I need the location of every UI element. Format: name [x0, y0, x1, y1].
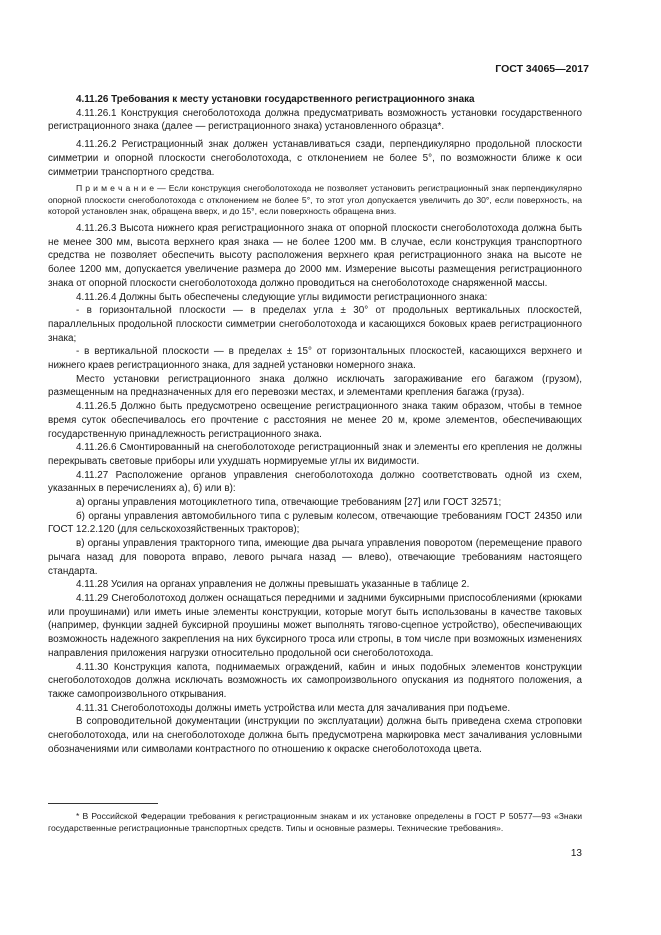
list-item-a: а) органы управления мотоциклетного типа, отвечающие требованиям [27] или ГОСТ 32571; [76, 497, 502, 509]
paragraph-4-11-27: 4.11.27 Расположение органов управления снегоболотохода должно соответствовать одной из схем, указанных в перечислениях а), б) или в): [48, 469, 582, 495]
list-item-vertical: - в вертикальной плоскости — в пределах ± 15° от горизонтальных плоскостей, касающихся верхнего и нижнего краев регистрационного знака, для задней установки номерного знака. [48, 346, 582, 372]
list-item-horizontal: - в горизонтальной плоскости — в пределах угла ± 30° от продольных вертикальных плоскостей, параллельных продольной плоскости симметрии снегоболотохода и касающихся боковых краев регистрационного знака; [48, 305, 582, 344]
footnote-text: * В Российской Федерации требования к регистрационным знакам и их установке определены в ГОСТ Р 50577—93 «Знаки государственные регистрационные транспортных средств. Типы и основные размеры. Технические требования». [48, 811, 582, 833]
paragraph-4-11-30: 4.11.30 Конструкция капота, поднимаемых ограждений, кабин и иных подобных элементов конструкции снегоболотоходов должна исключать возможность их самопроизвольного опускания из поднятого положения, а также самопроизвольного открывания. [48, 661, 582, 700]
paragraph-4-11-31: 4.11.31 Снегоболотоходы должны иметь устройства или места для зачаливания при подъеме. [76, 702, 511, 714]
note-text: — Если конструкция снегоболотохода не позволяет установить регистрационный знак перпендикулярно опорной плоскости снегоболотохода с отклонением не более 5°, то этот угол допускается увеличить до 30°, если поверхность, на которой установлен знак, обращена вверх, и до 15°, если поверхность обращена вниз. [48, 183, 582, 217]
paragraph-4-11-26-6: 4.11.26.6 Смонтированный на снегоболотоходе регистрационный знак и элементы его крепления не должны перекрывать световые приборы или ухудшать нормируемые углы их видимости. [48, 442, 582, 467]
section-title: 4.11.26 Требования к месту установки государственного регистрационного знака [76, 94, 475, 105]
paragraph-slinging: В сопроводительной документации (инструкции по эксплуатации) должна быть приведена схема строповки снегоболотохода, или на снегоболотоходе должна быть предусмотрена маркировка мест зачаливания условными обозначениями или символами контрастного по отношению к окраске снегоболотохода цвета. [48, 716, 582, 755]
paragraph-4-11-26-1: 4.11.26.1 Конструкция снегоболотохода должна предусматривать возможность установки государственного регистрационного знака (далее — регистрационного знака) установленного образца*. [48, 107, 582, 133]
paragraph-4-11-29: 4.11.29 Снегоболотоход должен оснащаться передними и задними буксирными приспособлениями (крюками или проушинами) или иметь иные элементы конструкции, которые могут быть использованы в качестве таковых (например, функции задней буксирной проушины может выполнять тягово-сцепное устройство), обеспечивающих возможность надежного закрепления на них буксирного троса или стропы, в том числе при возможных изменениях направления приложения нагрузки относительно продольной оси снегоболотохода. [48, 592, 582, 659]
note-label: П р и м е ч а н и е [76, 183, 154, 194]
paragraph-placement: Место установки регистрационного знака должно исключать загораживание его багажом (грузом), размещенным на предназначенных для его перевозки местах, и элементами крепления багажа (груза). [48, 373, 582, 399]
note [48, 183, 582, 218]
footnote [48, 811, 582, 834]
list-item-c: в) органы управления тракторного типа, имеющие два рычага управления поворотом (перемещение правого рычага назад для поворота вправо, левого рычага назад — влево), отвечающие требованиям настоящего стандарта. [48, 538, 582, 577]
main-text [48, 93, 582, 756]
page-number: 13 [570, 848, 582, 859]
paragraph-4-11-26-3: 4.11.26.3 Высота нижнего края регистрационного знака от опорной плоскости снегоболотохода должна быть не менее 300 мм, высота верхнего края знака — не более 1200 мм. В случае, если конструкция транспортного средства не позволяет обеспечить высоту расположения верхнего края регистрационного знака на высоте не более 1200 мм, допускается увеличение размера до 2000 мм. Измерение высоты размещения регистрационного знака от опорной плоскости снегоболотохода должно проводиться на снегоболотоходе снаряженной массы. [48, 223, 582, 289]
footnote-divider [48, 803, 158, 804]
paragraph-4-11-26-2: 4.11.26.2 Регистрационный знак должен устанавливаться сзади, перпендикулярно продольной плоскости симметрии и опорной плоскости снегоболотохода, с отклонением не более 5°, по возможности ближе к оси симметрии транспортного средства. [48, 139, 582, 178]
paragraph-4-11-26-5: 4.11.26.5 Должно быть предусмотрено освещение регистрационного знака таким образом, чтобы в темное время суток обеспечивалось его прочтение с расстояния не менее 20 м, кроме элементов, обеспечивающих государственную принадлежность регистрационного знака. [48, 401, 582, 440]
document-code-header: ГОСТ 34065—2017 [495, 63, 589, 75]
paragraph-4-11-28: 4.11.28 Усилия на органах управления не должны превышать указанные в таблице 2. [76, 579, 470, 591]
paragraph-4-11-26-4: 4.11.26.4 Должны быть обеспечены следующие углы видимости регистрационного знака: [76, 291, 488, 303]
list-item-b: б) органы управления автомобильного типа с рулевым колесом, отвечающие требованиям ГОСТ 24350 или ГОСТ 12.2.120 (для сельскохозяйственных тракторов); [48, 510, 582, 536]
